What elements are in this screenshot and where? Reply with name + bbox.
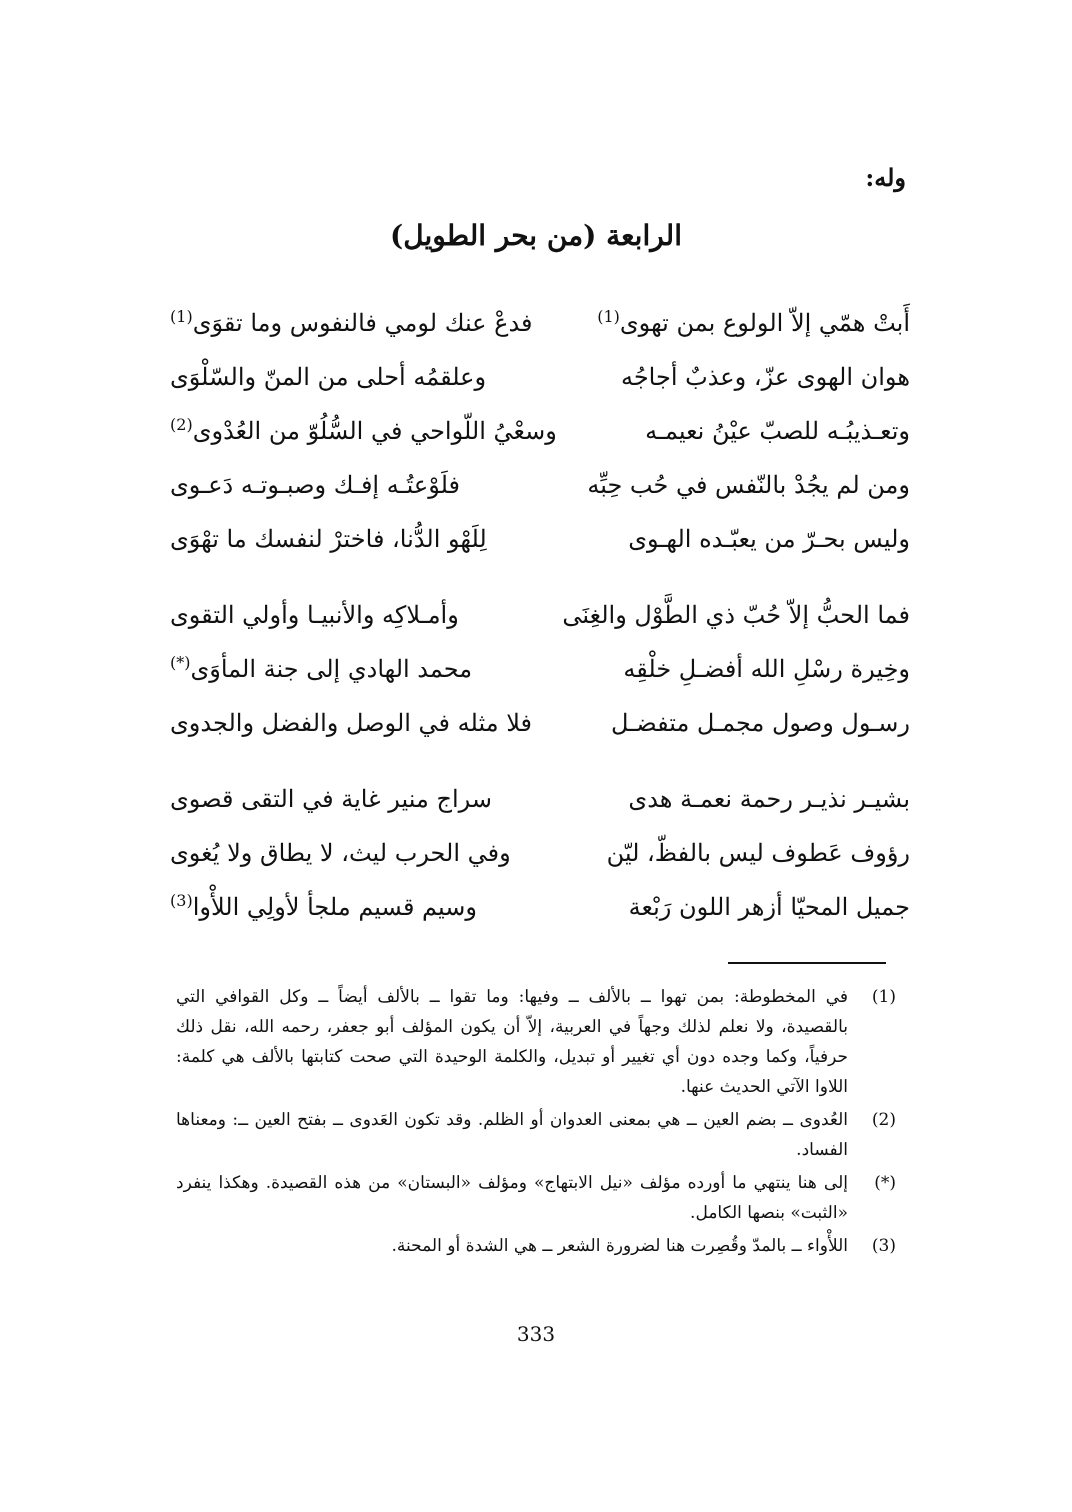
- footnote-text: في المخطوطة: بمن تهوا ــ بالألف ــ وفيها: وما تقوا ــ بالألف أيضاً ــ وكل القوافي التي بالقصيدة، ولا نعلم لذلك وجهاً في العربية، إلاّ أن يكون المؤلف أبو جعفر، رحمه الله، نقل ذلك حرفياً، وكما وجده دون أي تغيير أو تبديل، والكلمة الوحيدة التي صحت كتابتها بالألف هي كلمة: اللاوا الآتي الحديث عنها.: [176, 987, 848, 1097]
- first-hemistich: وليس بحـرّ من يعبّـده الهـوى: [628, 525, 910, 553]
- footnote-text: اللأْواء ــ بالمدّ وقُصِرت هنا لضرورة الشعر ــ هي الشدة أو المحنة.: [391, 1236, 848, 1256]
- footnote-marker: (*): [170, 653, 191, 672]
- footnote-text: إلى هنا ينتهي ما أورده مؤلف «نيل الابتهاج» ومؤلف «البستان» من هذه القصيدة. وهكذا ينفرد «الثبت» بنصها الكامل.: [176, 1173, 848, 1223]
- first-hemistich: فما الحبُّ إلاّ حُبّ ذي الطَّوْل والغِنَى: [562, 601, 910, 629]
- verse-line: [160, 642, 920, 696]
- second-hemistich: لِلَهْو الدُّنا، فاخترْ لنفسك ما تهْوَى: [170, 525, 487, 553]
- second-hemistich: وأمـلاكِه والأنبيـا وأولي التقوى: [170, 601, 459, 629]
- second-hemistich: وسيم قسيم ملجأ لأولِي اللأْوا$^{(3)}$: [170, 891, 477, 921]
- footnote: [176, 1231, 896, 1261]
- footnote-label: (1): [871, 987, 896, 1007]
- first-hemistich: هوان الهوى عزّ، وعذبٌ أجاجُه: [620, 363, 910, 391]
- footnote: [176, 982, 896, 1102]
- verse-line: [160, 404, 920, 458]
- verse-line: [160, 826, 920, 880]
- page-number: 333: [516, 1322, 556, 1346]
- footnote-marker: (3): [170, 891, 193, 910]
- footnote-marker: (2): [170, 415, 193, 434]
- poem-title: الرابعة (من بحر الطويل): [390, 219, 682, 252]
- first-hemistich: وخِيرة رسْلِ الله أفضـلِ خلْقِه: [623, 655, 910, 683]
- first-hemistich: ومن لم يجُدْ بالنّفس في حُب حِبِّه: [587, 471, 910, 499]
- footnote-label: (*): [874, 1173, 896, 1193]
- second-hemistich: فلا مثله في الوصل والفضل والجدوى: [170, 709, 532, 737]
- verse-line: [160, 296, 920, 350]
- verse-line: [160, 880, 920, 934]
- first-hemistich: جميل المحيّا أزهر اللون رَبْعة: [628, 893, 910, 921]
- footnote: [176, 1168, 896, 1228]
- first-hemistich: رؤوف عَطوف ليس بالفظّ، ليّن: [606, 839, 910, 867]
- verse-line: [160, 512, 920, 566]
- verse-line: [160, 696, 920, 750]
- footnotes: [176, 982, 896, 1264]
- first-hemistich: رسـول وصول مجمـل متفضـل: [611, 709, 910, 737]
- footnote-label: (3): [871, 1236, 896, 1256]
- second-hemistich: وفي الحرب ليث، لا يطاق ولا يُغوى: [170, 839, 511, 867]
- verse-line: [160, 772, 920, 826]
- footnote-marker: (1): [170, 307, 193, 326]
- second-hemistich: وسعْيُ اللّواحي في السُّلُوّ من العُدْوى$^{(2)}$: [170, 415, 557, 445]
- verse-line: [160, 350, 920, 404]
- footnote-marker: (1): [597, 307, 620, 326]
- first-hemistich: أَبتْ همّي إلاّ الولوع بمن تهوى$^{(1)}$: [597, 307, 910, 337]
- stanza: [160, 588, 920, 750]
- second-hemistich: محمد الهادي إلى جنة المأوَى(*): [170, 653, 473, 683]
- verse-line: [160, 588, 920, 642]
- footnote-text: العُدوى ــ بضم العين ــ هي بمعنى العدوان أو الظلم. وقد تكون العَدوى ــ بفتح العين ــ: ومعناها الفساد.: [176, 1110, 848, 1160]
- footnote-label: (2): [871, 1110, 896, 1130]
- stanza: [160, 772, 920, 934]
- verse-line: [160, 458, 920, 512]
- second-hemistich: فلَوْعتُـه إفـك وصبـوتـه دَعـوى: [170, 471, 461, 499]
- stanza: [160, 296, 920, 566]
- second-hemistich: فدعْ عنك لومي فالنفوس وما تقوَى$^{(1)}$: [170, 307, 533, 337]
- poem: [160, 296, 920, 956]
- footnote: [176, 1105, 896, 1165]
- second-hemistich: وعلقمُه أحلى من المنّ والسّلْوَى: [170, 363, 487, 391]
- intro-label: وله:: [865, 163, 906, 192]
- first-hemistich: وتعـذيبُـه للصبّ عيْنُ نعيمـه: [645, 417, 910, 445]
- second-hemistich: سراج منير غاية في التقى قصوى: [170, 785, 492, 813]
- footnote-divider: [728, 962, 886, 964]
- first-hemistich: بشيـر نذيـر رحمة نعمـة هدى: [628, 785, 910, 813]
